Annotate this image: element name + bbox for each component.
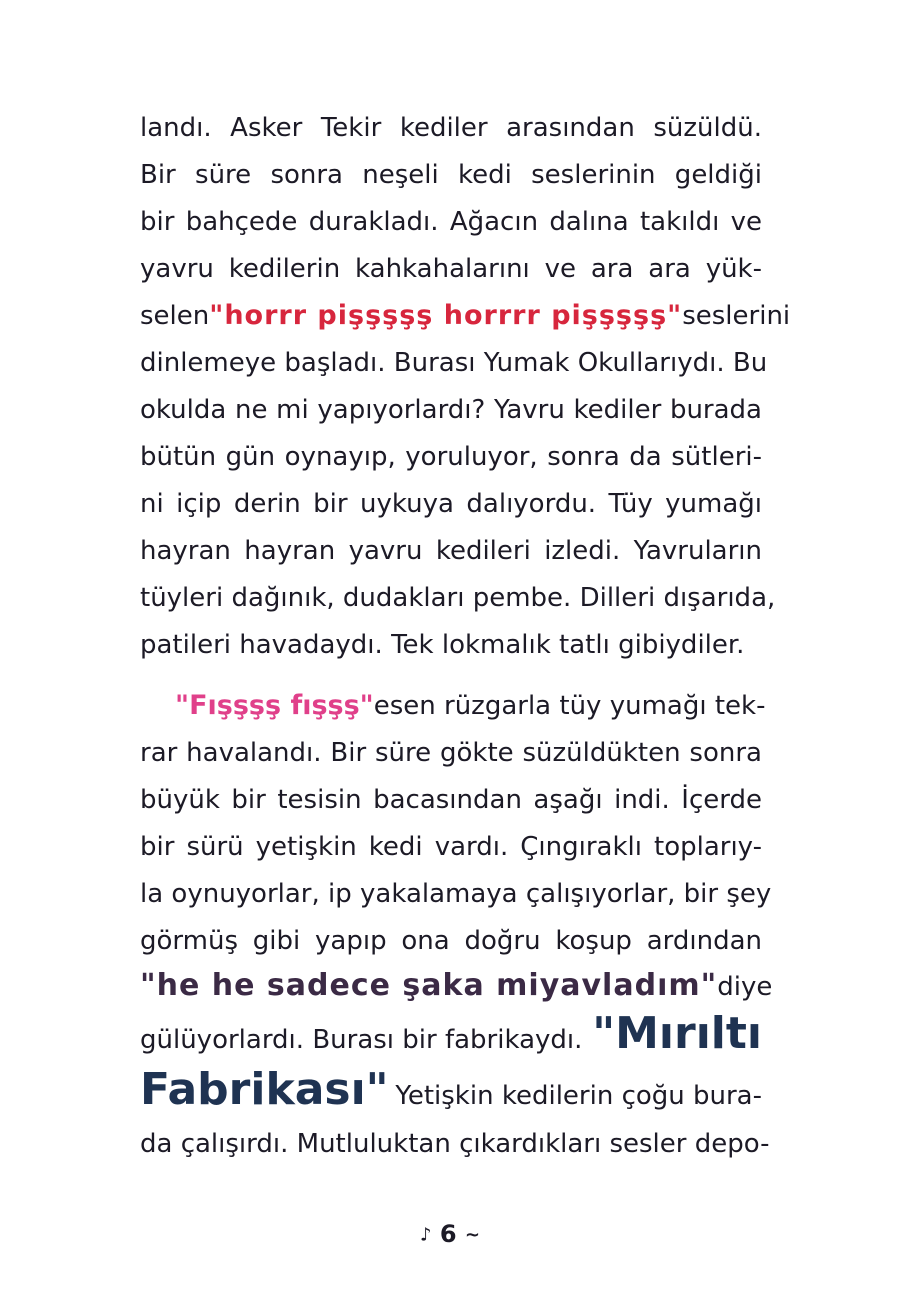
text-line: okulda ne mi yapıyorlardı? Yavru kediler burada [140, 395, 762, 425]
sound-effect-fis: "Fışşşş fışşş" [175, 690, 374, 721]
text-line: patileri havadaydı. Tek lokmalık tatlı gibiydiler. [140, 630, 745, 660]
text-segment: Yetişkin kedilerin çoğu bura- [395, 1081, 762, 1111]
text-line [140, 1064, 762, 1116]
text-line [140, 966, 773, 1007]
text-line: ni içip derin bir uykuya dalıyordu. Tüy yumağı [140, 489, 762, 519]
text-line: görmüş gibi yapıp ona doğru koşup ardından [140, 926, 762, 956]
text-segment: esen rüzgarla tüy yumağı tek- [373, 691, 766, 721]
text-line: da çalışırdı. Mutluluktan çıkardıkları sesler depo- [140, 1129, 770, 1159]
text-segment: diye [717, 972, 773, 1002]
text-line [140, 1008, 762, 1060]
text-line: landı. Asker Tekir kediler arasından süzüldü. [140, 113, 762, 143]
text-line: tüyleri dağınık, dudakları pembe. Dilleri dışarıda, [140, 583, 776, 613]
text-line: bütün gün oynayıp, yoruluyor, sonra da sütleri- [140, 442, 762, 472]
text-line: yavru kedilerin kahkahalarını ve ara ara yük- [140, 254, 762, 284]
page-footer [0, 1220, 900, 1248]
text-line [140, 296, 791, 336]
text-segment: gülüyorlardı. Burası bir fabrikaydı. [140, 1025, 583, 1055]
sound-effect-horr: "horrr pişşşşş horrrr pişşşşş" [209, 300, 683, 331]
text-line: hayran hayran yavru kedileri izledi. Yavruların [140, 536, 762, 566]
text-segment: seslerini [682, 301, 791, 331]
title-mirilti: "Mırıltı [592, 1008, 762, 1059]
page-number: 6 [439, 1220, 457, 1248]
swirl-icon: ∼ [464, 1224, 480, 1246]
text-line: Bir süre sonra neşeli kedi seslerinin geldiği [140, 160, 762, 190]
text-line: bir bahçede durakladı. Ağacın dalına takıldı ve [140, 207, 762, 237]
text-line: bir sürü yetişkin kedi vardı. Çıngıraklı toplarıy- [140, 832, 762, 862]
text-line: dinlemeye başladı. Burası Yumak Okullarıydı. Bu [140, 348, 768, 378]
quote-miyavladim: "he he sadece şaka miyavladım" [140, 968, 718, 1003]
text-line: rar havalandı. Bir süre gökte süzüldükten sonra [140, 738, 762, 768]
text-line: büyük bir tesisin bacasından aşağı indi. İçerde [140, 785, 762, 815]
title-fabrikasi: Fabrikası" [140, 1064, 389, 1115]
text-line: la oynuyorlar, ip yakalamaya çalışıyorlar, bir şey [140, 879, 772, 909]
music-note-icon: ♪ [419, 1224, 432, 1246]
text-segment: selen [140, 301, 210, 331]
text-line [175, 686, 766, 726]
